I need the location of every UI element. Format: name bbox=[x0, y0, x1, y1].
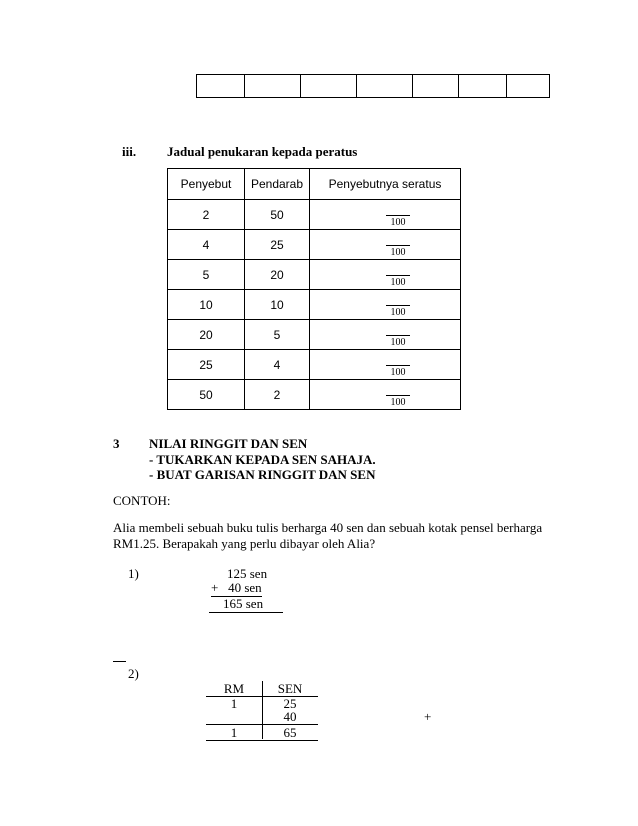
method-2-label: 2) bbox=[128, 666, 139, 681]
strip-cell bbox=[197, 75, 245, 97]
header-penyebut: Penyebut bbox=[180, 177, 232, 191]
fraction-denominator: 100 bbox=[390, 366, 406, 378]
method-1-line2: + 40 sen bbox=[211, 580, 262, 595]
cell-pendarab: 20 bbox=[245, 260, 310, 290]
cell-fraction bbox=[310, 320, 461, 350]
table-row bbox=[168, 380, 461, 410]
table-row bbox=[168, 290, 461, 320]
fraction bbox=[386, 245, 410, 258]
table-row bbox=[168, 200, 461, 230]
cell-penyebut: 5 bbox=[168, 260, 245, 290]
fraction-denominator: 100 bbox=[390, 336, 406, 348]
fraction-denominator: 100 bbox=[390, 246, 406, 258]
empty-strip-table bbox=[196, 74, 550, 98]
row1-rm: 1 bbox=[230, 696, 238, 711]
table-row bbox=[168, 350, 461, 380]
fraction bbox=[386, 215, 410, 228]
strip-cell bbox=[245, 75, 301, 97]
cell-pendarab: 5 bbox=[245, 320, 310, 350]
section-marker: iii. bbox=[122, 144, 137, 159]
cell-pendarab: 10 bbox=[245, 290, 310, 320]
section-title: Jadual penukaran kepada peratus bbox=[167, 144, 358, 159]
fraction-denominator: 100 bbox=[390, 396, 406, 408]
cell-penyebut: 10 bbox=[168, 290, 245, 320]
strip-cell bbox=[301, 75, 357, 97]
strip-cell bbox=[507, 75, 548, 97]
strip-cell bbox=[357, 75, 413, 97]
method-1-result: 165 sen bbox=[209, 596, 283, 613]
strip-cell bbox=[459, 75, 507, 97]
cell-fraction bbox=[310, 380, 461, 410]
plus-sign: + bbox=[424, 709, 432, 724]
column-rm-header: RM bbox=[223, 681, 245, 696]
cell-fraction bbox=[310, 230, 461, 260]
total-sen: 65 bbox=[283, 725, 297, 740]
table-header-row bbox=[168, 169, 461, 200]
cell-penyebut: 50 bbox=[168, 380, 245, 410]
question-text: RM1.25. Berapakah yang perlu dibayar oleh Alia? bbox=[113, 536, 376, 551]
cell-penyebut: 4 bbox=[168, 230, 245, 260]
total-rm: 1 bbox=[230, 725, 238, 740]
row1-sen: 25 bbox=[283, 696, 297, 711]
fraction bbox=[386, 365, 410, 378]
conversion-table bbox=[167, 168, 461, 410]
strip-cell bbox=[413, 75, 459, 97]
section-heading: NILAI RINGGIT DAN SEN bbox=[149, 436, 308, 451]
fraction-denominator: 100 bbox=[390, 276, 406, 288]
total-rule bbox=[206, 740, 318, 741]
example-label: CONTOH: bbox=[113, 493, 171, 508]
method-1-line1: 125 sen bbox=[227, 566, 268, 581]
column-sen-header: SEN bbox=[277, 681, 303, 696]
fraction-denominator: 100 bbox=[390, 216, 406, 228]
fraction bbox=[386, 305, 410, 318]
section-number: 3 bbox=[113, 436, 120, 451]
row2-sen: 40 bbox=[283, 709, 297, 724]
cell-fraction bbox=[310, 200, 461, 230]
fraction bbox=[386, 335, 410, 348]
instruction-line: - TUKARKAN KEPADA SEN SAHAJA. bbox=[149, 452, 376, 467]
fraction-denominator: 100 bbox=[390, 306, 406, 318]
cell-penyebut: 20 bbox=[168, 320, 245, 350]
cell-pendarab: 4 bbox=[245, 350, 310, 380]
cell-fraction bbox=[310, 290, 461, 320]
method-1-label: 1) bbox=[128, 566, 139, 581]
cell-penyebut: 2 bbox=[168, 200, 245, 230]
header-pendarab: Pendarab bbox=[245, 169, 310, 200]
table-row bbox=[168, 230, 461, 260]
cell-pendarab: 25 bbox=[245, 230, 310, 260]
cell-pendarab: 2 bbox=[245, 380, 310, 410]
instruction-line: - BUAT GARISAN RINGGIT DAN SEN bbox=[149, 467, 376, 482]
cell-penyebut: 25 bbox=[168, 350, 245, 380]
cell-pendarab: 50 bbox=[245, 200, 310, 230]
question-text: Alia membeli sebuah buku tulis berharga 40 sen dan sebuah kotak pensel berharga bbox=[113, 520, 543, 535]
cell-fraction bbox=[310, 260, 461, 290]
table-row bbox=[168, 260, 461, 290]
cell-fraction bbox=[310, 350, 461, 380]
table-row bbox=[168, 320, 461, 350]
fraction bbox=[386, 275, 410, 288]
margin-dash bbox=[113, 661, 126, 662]
header-penyebut-seratus: Penyebutnya seratus bbox=[310, 169, 461, 200]
fraction bbox=[386, 395, 410, 408]
